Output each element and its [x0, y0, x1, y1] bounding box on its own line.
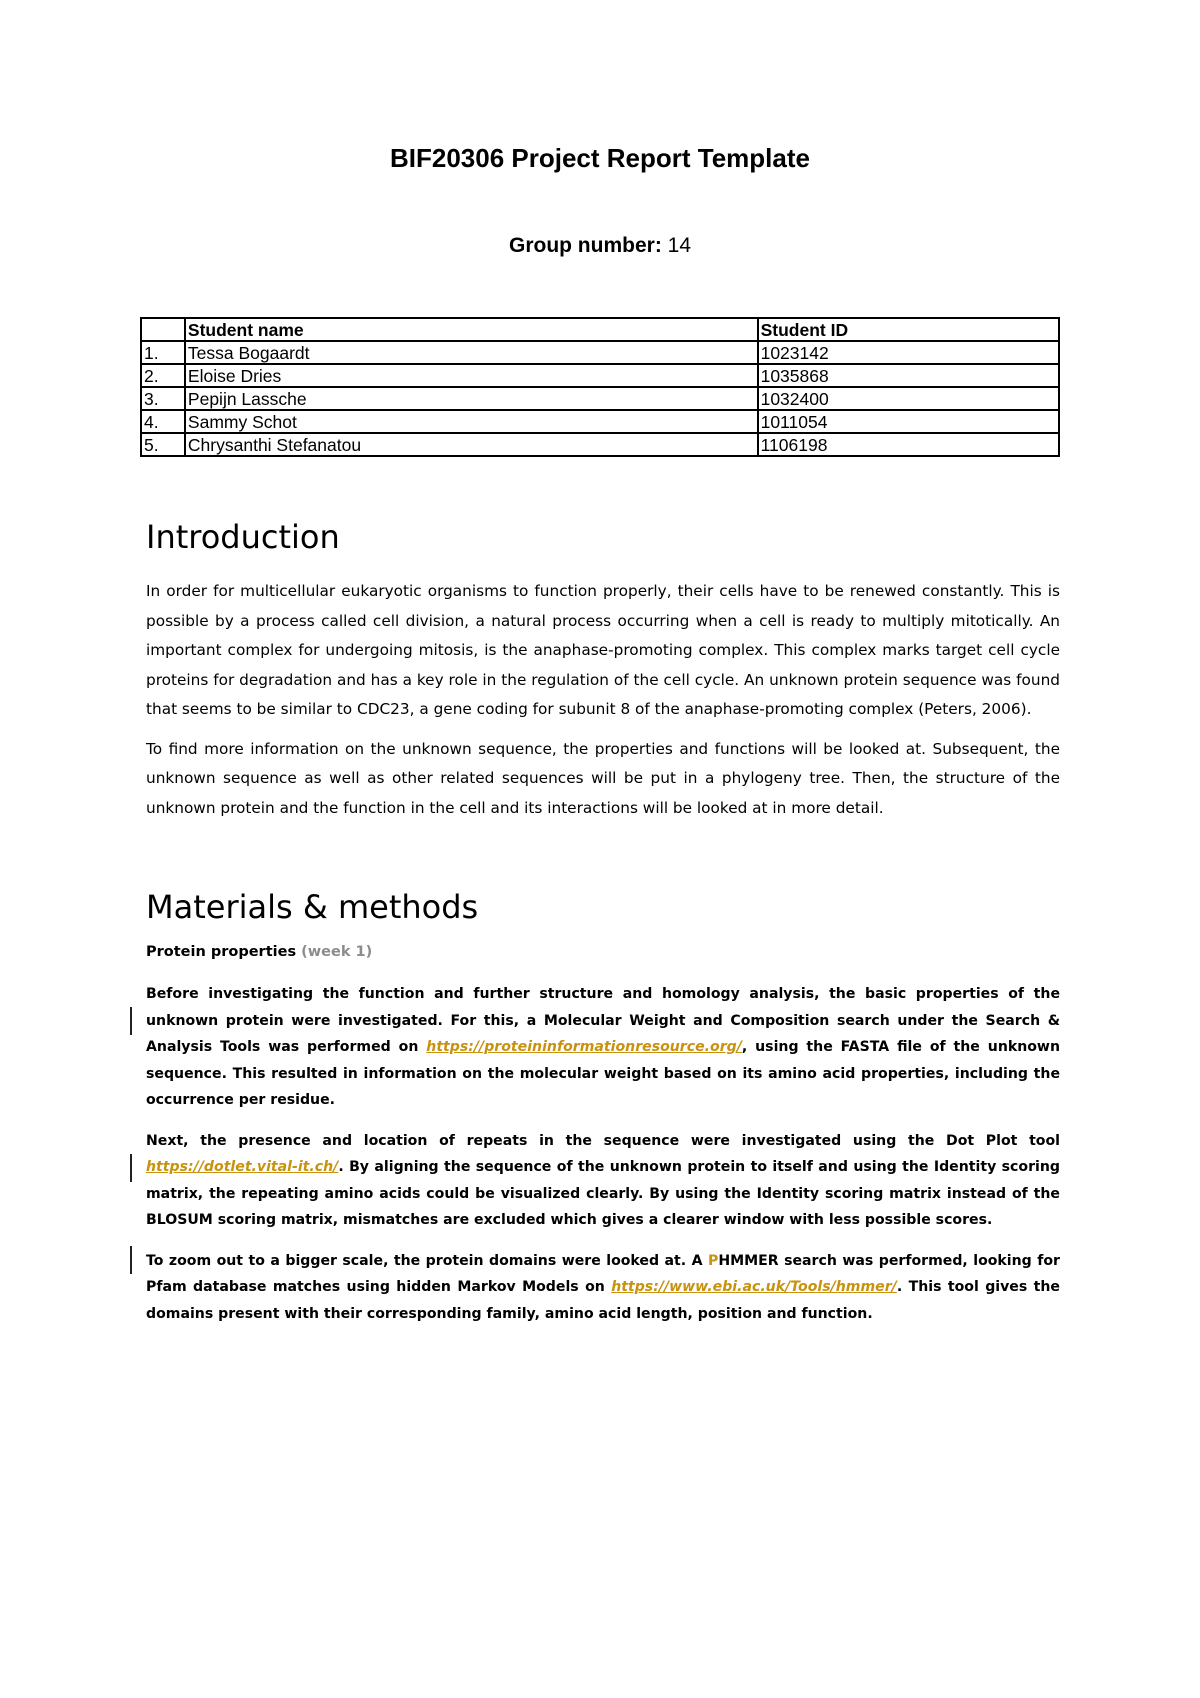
introduction-heading: Introduction — [146, 518, 340, 556]
table-row — [141, 341, 1059, 364]
methods-text: To zoom out to a bigger scale, the protein domains were looked at. A — [146, 1252, 708, 1269]
student-name: Pepijn Lassche — [185, 387, 758, 410]
student-id: 1035868 — [758, 364, 1059, 387]
row-number: 2. — [141, 364, 185, 387]
subheading-label: Protein properties — [146, 944, 297, 960]
student-table-header — [141, 318, 1059, 341]
student-id: 1023142 — [758, 341, 1059, 364]
highlighted-letter: P — [707, 1252, 719, 1269]
hmmer-link[interactable]: https://www.ebi.ac.uk/Tools/hmmer/ — [611, 1279, 897, 1295]
report-body — [146, 515, 1060, 1341]
change-bar — [130, 1007, 132, 1035]
document-title: BIF20306 Project Report Template — [390, 143, 810, 173]
methods-text: HMMER search was performed, looking for Pfam database matches using hidden Markov Models on — [146, 1252, 1060, 1295]
methods-text: , using the FASTA file of the unknown sequence. This resulted in information on the molecular weight based on its amino acid properties, including the occurrence per residue. — [146, 1039, 1060, 1108]
introduction-paragraph-2: To find more information on the unknown sequence, the properties and functions will be looked at. Subsequent, the unknown sequence as well as other related sequences will be put in a phylogeny tree. Then, the structure of the unknown protein and the function in the cell and its interactions will be looked at in more detail. — [146, 739, 1060, 817]
student-name: Eloise Dries — [185, 364, 758, 387]
student-id: 1011054 — [758, 410, 1059, 433]
methods-text: . This tool gives the domains present with their corresponding family, amino acid length, position and function. — [146, 1279, 1060, 1322]
methods-text: Next, the presence and location of repeats in the sequence were investigated using the Dot Plot tool — [146, 1132, 1060, 1149]
student-table — [140, 317, 1060, 457]
pir-link[interactable]: https://proteininformationresource.org/ — [426, 1039, 742, 1055]
dotlet-link[interactable]: https://dotlet.vital-it.ch/ — [146, 1159, 339, 1175]
student-id: 1106198 — [758, 433, 1059, 456]
table-row — [141, 364, 1059, 387]
subheading-week: (week 1) — [301, 944, 373, 960]
methods-text: Before investigating the function and further structure and homology analysis, the basic properties of the unknown protein were investigated. For this, a Molecular Weight and Composition search under the Search & Analysis Tools was performed on — [146, 986, 1060, 1055]
group-number-line — [0, 234, 1200, 258]
header-student-name: Student name — [185, 318, 758, 341]
table-row — [141, 387, 1059, 410]
change-bar — [130, 1154, 132, 1182]
table-row — [141, 433, 1059, 456]
student-id: 1032400 — [758, 387, 1059, 410]
methods-paragraph-2 — [146, 1128, 1060, 1234]
header-number — [141, 318, 185, 341]
row-number: 5. — [141, 433, 185, 456]
introduction-paragraph-1: In order for multicellular eukaryotic organisms to function properly, their cells have to be renewed constantly. This is possible by a process called cell division, a natural process occurring when a cell is ready to multiply mitotically. An important complex for undergoing mitosis, is the anaphase-promoting complex. This complex marks target cell cycle proteins for degradation and has a key role in the regulation of the cell cycle. An unknown protein sequence was found that seems to be similar to CDC23, a gene coding for subunit 8 of the anaphase-promoting complex (Peters, 2006). — [146, 582, 1060, 718]
row-number: 4. — [141, 410, 185, 433]
student-name: Tessa Bogaardt — [185, 341, 758, 364]
methods-paragraph-3 — [146, 1248, 1060, 1328]
methods-heading: Materials & methods — [146, 888, 479, 926]
student-name: Sammy Schot — [185, 410, 758, 433]
row-number: 1. — [141, 341, 185, 364]
table-row — [141, 410, 1059, 433]
group-number-label: Group number: — [508, 234, 662, 257]
methods-paragraph-1 — [146, 981, 1060, 1114]
methods-text: . By aligning the sequence of the unknown protein to itself and using the Identity scoring matrix, the repeating amino acids could be visualized clearly. By using the Identity scoring matrix instead of the BLOSUM scoring matrix, mismatches are excluded which gives a clearer window with less possible scores. — [146, 1159, 1060, 1228]
change-bar — [130, 1246, 132, 1274]
student-name: Chrysanthi Stefanatou — [185, 433, 758, 456]
group-number-value: 14 — [667, 234, 692, 257]
protein-properties-subheading — [146, 941, 1060, 963]
header-student-id: Student ID — [758, 318, 1059, 341]
row-number: 3. — [141, 387, 185, 410]
